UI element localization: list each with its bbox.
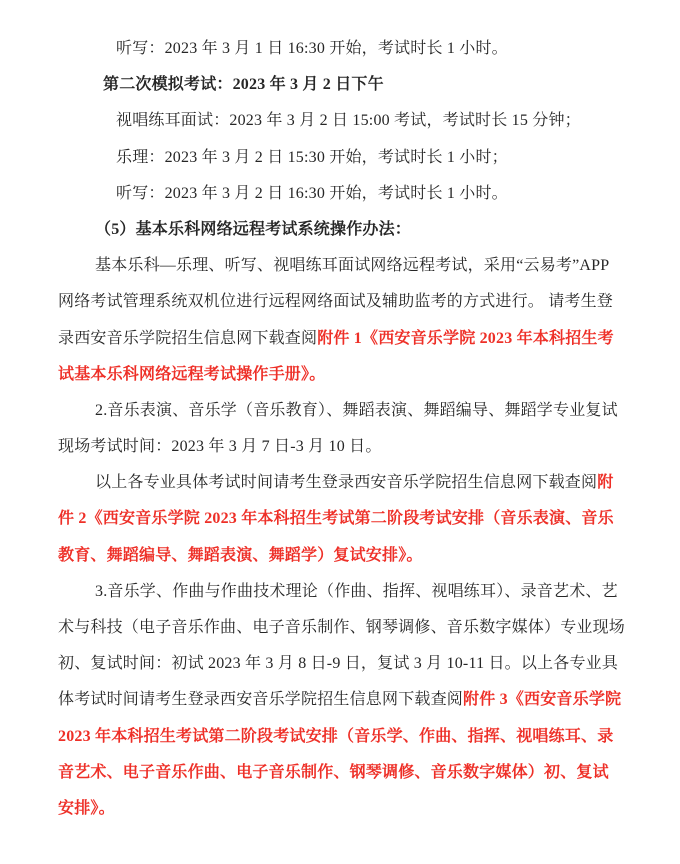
text-line xyxy=(58,429,624,465)
text-line xyxy=(58,574,624,610)
text-line xyxy=(58,791,624,827)
text-line xyxy=(58,538,624,574)
text-line xyxy=(58,31,624,67)
text-line xyxy=(58,212,624,248)
body-text: 术与科技（电子音乐作曲、电子音乐制作、钢琴调修、音乐数字媒体）专业现场 xyxy=(58,619,626,636)
document-body xyxy=(58,31,624,827)
body-text: 以上各专业具体考试时间请考生登录西安音乐学院招生信息网下载查阅 xyxy=(95,474,598,492)
body-text: 乐理：2023 年 3 月 2 日 15:30 开始，考试时长 1 小时； xyxy=(116,148,508,166)
red-emphasis-text: 教育、舞蹈编导、舞蹈表演、舞蹈学）复试安排》。 xyxy=(58,546,423,564)
red-emphasis-text: 附 xyxy=(597,474,614,492)
text-line xyxy=(58,719,624,755)
text-line xyxy=(58,682,624,718)
text-line xyxy=(58,321,624,357)
body-text: 基本乐科—乐理、听写、视唱练耳面试网络远程考试，采用“云易考”APP xyxy=(95,257,610,275)
text-line xyxy=(58,755,624,791)
body-text: 初、复试时间：初试 2023 年 3 月 8 日-9 日，复试 3 月 10-11 日。以上各专业具 xyxy=(58,655,619,673)
body-text: （5）基本乐科网络远程考试系统操作办法： xyxy=(95,220,412,238)
red-emphasis-text: 音艺术、电子音乐作曲、电子音乐制作、钢琴调修、音乐数字媒体）初、复试 xyxy=(58,763,609,781)
body-text: 听写：2023 年 3 月 1 日 16:30 开始，考试时长 1 小时。 xyxy=(116,40,508,57)
red-emphasis-text: 附件 1《西安音乐学院 2023 年本科招生考 xyxy=(317,329,614,347)
body-text: 网络考试管理系统双机位进行远程网络面试及辅助监考的方式进行。 请考生登 xyxy=(58,293,614,311)
body-text: 2.音乐表演、音乐学（音乐教育）、舞蹈表演、舞蹈编导、舞蹈学专业复试 xyxy=(95,401,618,419)
text-line xyxy=(58,140,624,176)
text-line xyxy=(58,646,624,682)
body-text: 现场考试时间：2023 年 3 月 7 日-3 月 10 日。 xyxy=(58,438,382,456)
text-line xyxy=(58,501,624,537)
text-line xyxy=(58,357,624,393)
red-emphasis-text: 安排》。 xyxy=(58,799,115,817)
body-text: 视唱练耳面试：2023 年 3 月 2 日 15:00 考试，考试时长 15 分钟； xyxy=(116,112,581,130)
text-line xyxy=(58,393,624,429)
red-emphasis-text: 件 2《西安音乐学院 2023 年本科招生考试第二阶段考试安排（音乐表演、音乐 xyxy=(58,510,614,528)
body-text: 体考试时间请考生登录西安音乐学院招生信息网下载查阅 xyxy=(58,691,464,709)
text-line xyxy=(58,248,624,284)
text-line xyxy=(58,103,624,139)
red-emphasis-text: 试基本乐科网络远程考试操作手册》。 xyxy=(58,365,326,383)
red-emphasis-text: 2023 年本科招生考试第二阶段考试安排（音乐学、作曲、指挥、视唱练耳、录 xyxy=(58,727,614,745)
body-text: 第二次模拟考试：2023 年 3 月 2 日下午 xyxy=(103,76,384,94)
body-text: 听写：2023 年 3 月 2 日 16:30 开始，考试时长 1 小时。 xyxy=(116,184,508,202)
text-line xyxy=(58,610,624,646)
red-emphasis-text: 附件 3《西安音乐学院 xyxy=(463,691,622,709)
text-line xyxy=(58,284,624,320)
body-text: 3.音乐学、作曲与作曲技术理论（作曲、指挥、视唱练耳）、录音艺术、艺 xyxy=(95,582,618,600)
body-text: 录西安音乐学院招生信息网下载查阅 xyxy=(58,329,318,347)
text-line xyxy=(58,176,624,212)
text-line xyxy=(58,465,624,501)
text-line xyxy=(58,67,624,103)
